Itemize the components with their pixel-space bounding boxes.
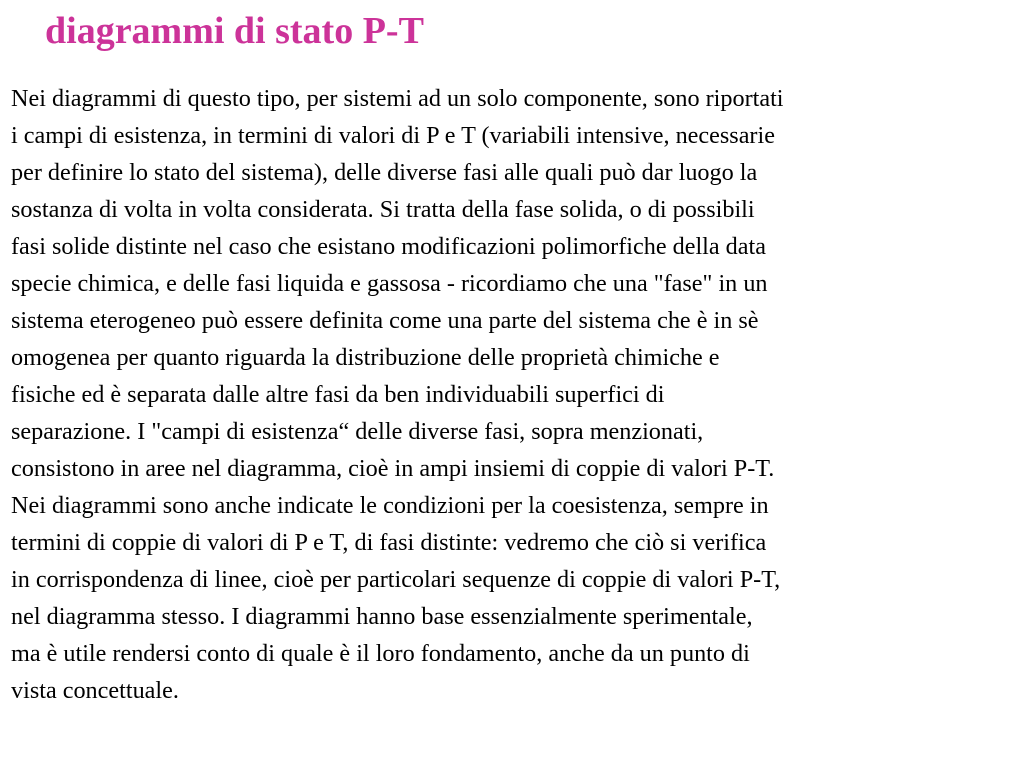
paragraph-line: sistema eterogeneo può essere definita come una parte del sistema che è in sè — [11, 307, 759, 334]
paragraph-line: fisiche ed è separata dalle altre fasi da ben individuabili superfici di — [11, 381, 665, 408]
slide-title: diagrammi di stato P-T — [45, 10, 424, 52]
paragraph-line: i campi di esistenza, in termini di valori di P e T (variabili intensive, necessarie — [11, 122, 775, 149]
paragraph-line: sostanza di volta in volta considerata. Si tratta della fase solida, o di possibili — [11, 196, 755, 223]
paragraph-line: fasi solide distinte nel caso che esistano modificazioni polimorfiche della data — [11, 233, 766, 260]
paragraph-line: ma è utile rendersi conto di quale è il loro fondamento, anche da un punto di — [11, 640, 750, 667]
slide-paragraph — [11, 80, 784, 709]
paragraph-line: per definire lo stato del sistema), delle diverse fasi alle quali può dar luogo la — [11, 159, 758, 186]
paragraph-line: Nei diagrammi di questo tipo, per sistemi ad un solo componente, sono riportati — [11, 85, 784, 112]
paragraph-line: nel diagramma stesso. I diagrammi hanno base essenzialmente sperimentale, — [11, 603, 753, 630]
paragraph-line: separazione. I "campi di esistenza“ delle diverse fasi, sopra menzionati, — [11, 418, 704, 445]
paragraph-line: specie chimica, e delle fasi liquida e gassosa - ricordiamo che una "fase" in un — [11, 270, 768, 297]
paragraph-line: Nei diagrammi sono anche indicate le condizioni per la coesistenza, sempre in — [11, 492, 769, 519]
paragraph-line: omogenea per quanto riguarda la distribuzione delle proprietà chimiche e — [11, 344, 720, 371]
paragraph-line: termini di coppie di valori di P e T, di fasi distinte: vedremo che ciò si verifica — [11, 529, 767, 556]
paragraph-line: consistono in aree nel diagramma, cioè in ampi insiemi di coppie di valori P-T. — [11, 455, 775, 482]
paragraph-line: vista concettuale. — [11, 677, 179, 704]
paragraph-line: in corrispondenza di linee, cioè per particolari sequenze di coppie di valori P-T, — [11, 566, 781, 593]
